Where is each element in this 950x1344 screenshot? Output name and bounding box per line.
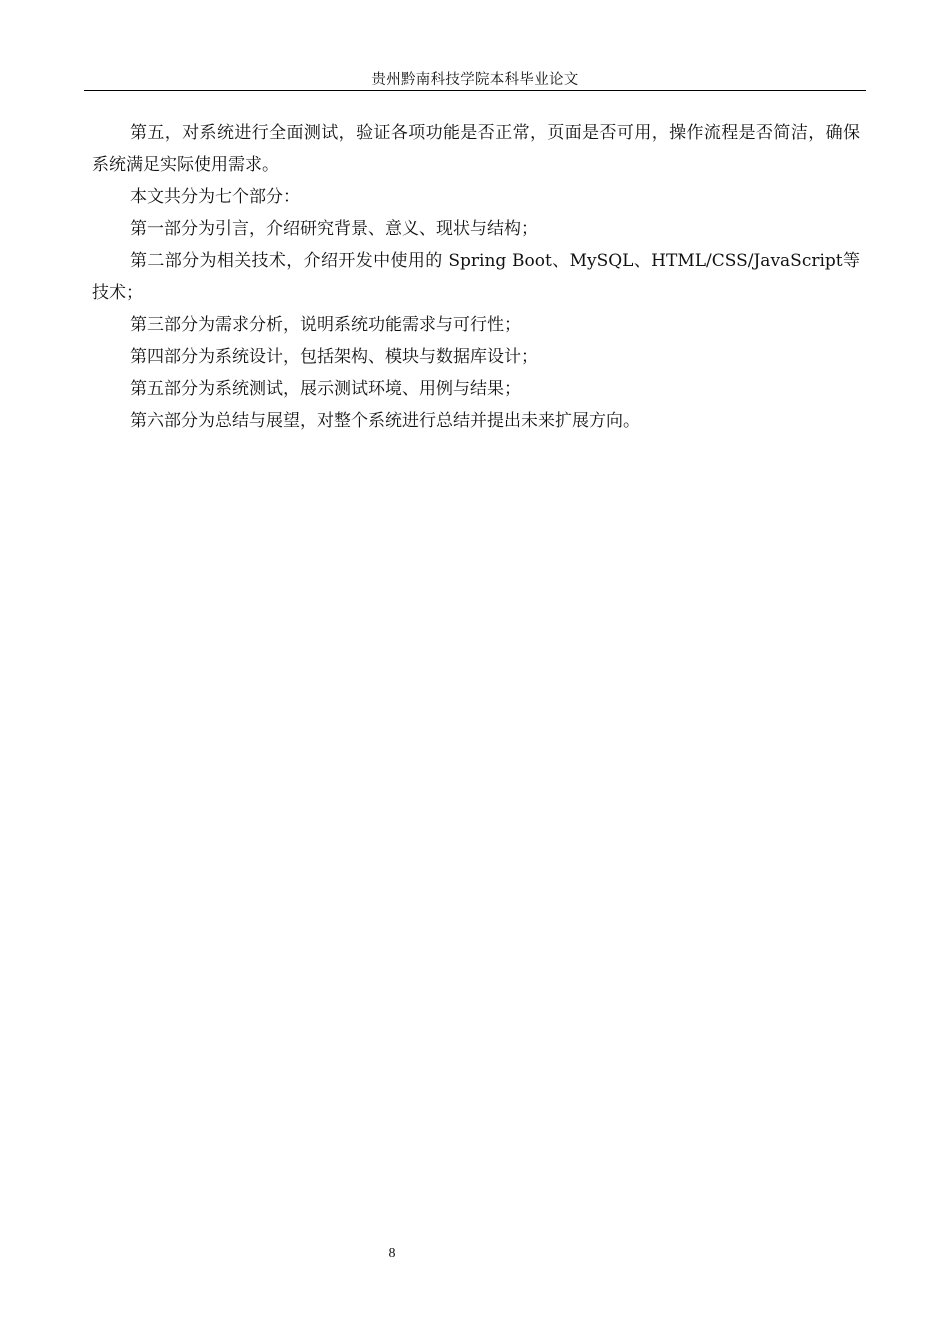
paragraph-part-one: 第一部分为引言，介绍研究背景、意义、现状与结构； bbox=[130, 219, 538, 239]
paragraph-part-six: 第六部分为总结与展望，对整个系统进行总结并提出未来扩展方向。 bbox=[130, 411, 640, 431]
running-header: 贵州黔南科技学院本科毕业论文 bbox=[371, 72, 579, 88]
paragraph-part-two: 第二部分为相关技术，介绍开发中使用的 Spring Boot、MySQL、HTML/CSS/JavaScript等技术； bbox=[92, 251, 860, 303]
paragraph-part-five: 第五部分为系统测试，展示测试环境、用例与结果； bbox=[130, 379, 521, 399]
header-divider bbox=[84, 90, 866, 91]
paragraph-testing: 第五，对系统进行全面测试，验证各项功能是否正常，页面是否可用，操作流程是否简洁，确保系统满足实际使用需求。 bbox=[92, 123, 860, 175]
paragraph-part-four: 第四部分为系统设计，包括架构、模块与数据库设计； bbox=[130, 347, 538, 367]
body-text bbox=[92, 117, 860, 437]
paragraph-part-three: 第三部分为需求分析，说明系统功能需求与可行性； bbox=[130, 315, 521, 335]
paragraph-structure-intro: 本文共分为七个部分： bbox=[130, 187, 300, 207]
page-number: 8 bbox=[388, 1246, 396, 1261]
